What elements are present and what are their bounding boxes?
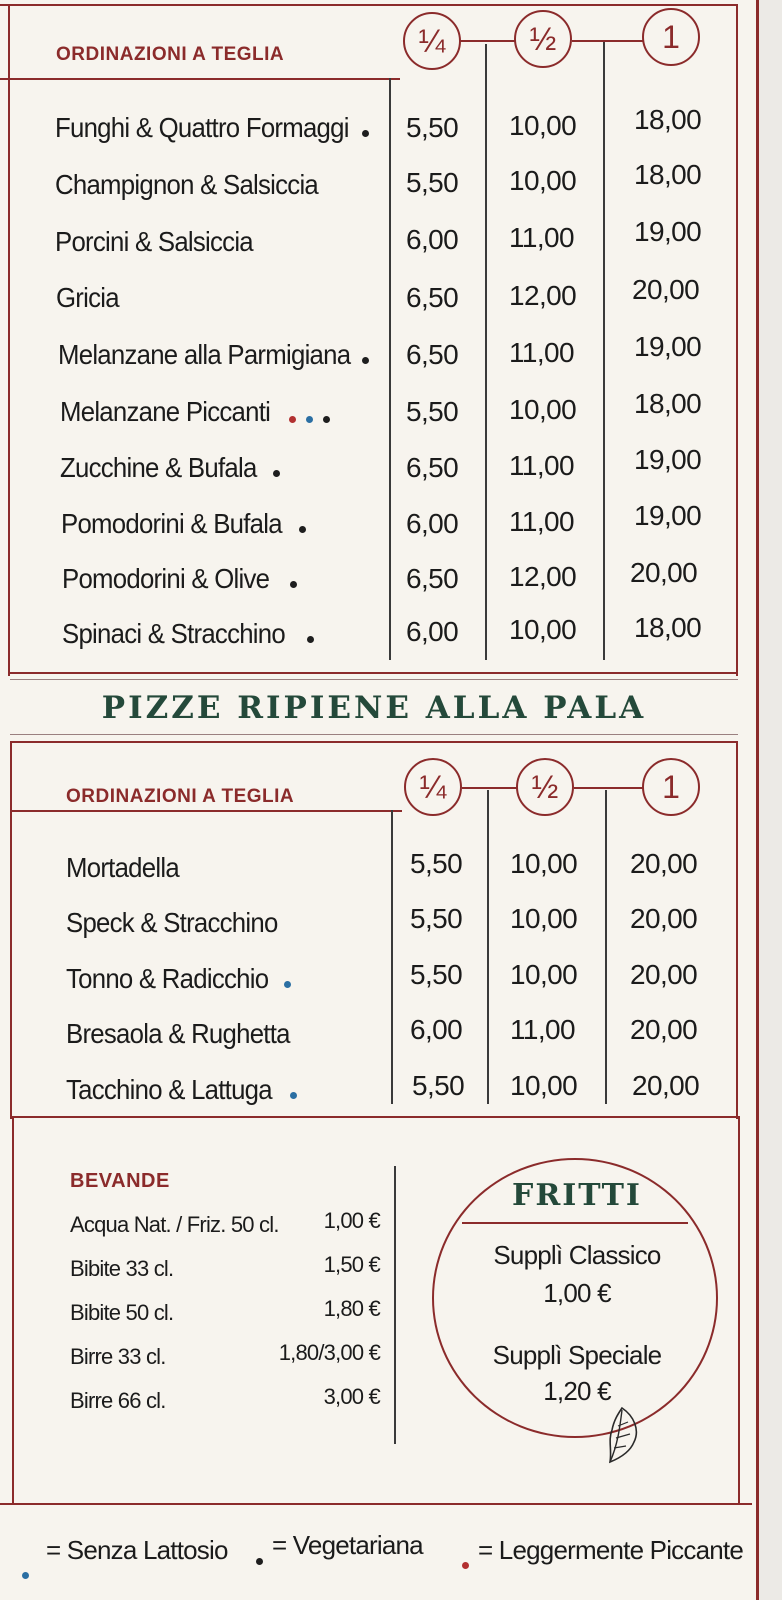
menu-row <box>0 157 782 213</box>
item-name: Speck & Stracchino <box>66 907 278 938</box>
menu-row <box>0 440 782 496</box>
vegetarian-dot-icon <box>307 636 314 643</box>
menu-row <box>0 1006 782 1062</box>
item-name: Pomodorini & Bufala <box>61 508 282 539</box>
item-name: Tonno & Radicchio <box>66 963 269 994</box>
size-quarter-badge: ¼ <box>403 12 461 70</box>
vegetarian-dot-icon <box>362 130 369 137</box>
item-name: Funghi & Quattro Formaggi <box>55 112 349 143</box>
price-quarter: 5,50 <box>406 167 459 198</box>
menu-row <box>0 327 782 383</box>
drink-row <box>70 1252 380 1296</box>
drink-price: 1,00 € <box>323 1208 380 1233</box>
drink-name: Acqua Nat. / Friz. 50 cl. <box>70 1212 279 1237</box>
section2-title: PIZZE RIPIENE ALLA PALA <box>101 690 647 726</box>
size-connector <box>574 787 644 789</box>
fritti-title: FRITTI <box>512 1178 642 1213</box>
price-half: 11,00 <box>510 1014 575 1045</box>
price-half: 10,00 <box>509 614 577 645</box>
price-whole: 20,00 <box>630 903 698 934</box>
fritti-item-price: 1,20 € <box>543 1376 611 1406</box>
menu-row <box>0 496 782 552</box>
vegetarian-dot-icon <box>256 1558 263 1565</box>
price-quarter: 6,00 <box>410 1014 463 1045</box>
price-quarter: 5,50 <box>412 1070 465 1101</box>
vegetarian-dot-icon <box>362 357 369 364</box>
price-half: 12,00 <box>509 280 577 311</box>
price-half: 11,00 <box>509 222 574 253</box>
item-name: Porcini & Salsiccia <box>55 226 253 257</box>
fritti-item-name: Supplì Classico <box>493 1240 661 1270</box>
section2-header-label: ORDINAZIONI A TEGLIA <box>66 786 295 807</box>
vegetarian-dot-icon <box>299 526 306 533</box>
size-connector <box>460 40 518 42</box>
item-name: Pomodorini & Olive <box>62 563 270 594</box>
section2-bottom-line <box>10 1116 738 1118</box>
price-half: 10,00 <box>510 848 578 879</box>
price-whole: 19,00 <box>634 444 702 475</box>
size-connector <box>462 787 518 789</box>
item-name: Tacchino & Lattuga <box>66 1074 272 1105</box>
price-quarter: 6,50 <box>406 339 459 370</box>
fritti-item-name: Supplì Speciale <box>492 1340 662 1370</box>
lactose-free-dot-icon <box>22 1572 29 1579</box>
price-quarter: 5,50 <box>410 959 463 990</box>
vegetarian-dot-icon <box>273 470 280 477</box>
price-whole: 19,00 <box>634 500 702 531</box>
menu-row <box>0 1062 782 1118</box>
drink-name: Bibite 50 cl. <box>70 1300 174 1325</box>
item-name: Mortadella <box>66 852 179 883</box>
size-half-badge: ½ <box>516 758 574 816</box>
drink-row <box>70 1340 380 1384</box>
price-half: 11,00 <box>509 337 574 368</box>
lactose-free-dot-icon <box>306 416 313 423</box>
price-quarter: 6,50 <box>406 282 459 313</box>
price-quarter: 6,00 <box>406 616 459 647</box>
bevande-title: BEVANDE <box>70 1170 170 1192</box>
band-bottom-line <box>10 734 738 735</box>
spicy-dot-icon <box>462 1562 469 1569</box>
drink-name: Bibite 33 cl. <box>70 1256 174 1281</box>
price-whole: 18,00 <box>634 104 702 135</box>
price-whole: 20,00 <box>632 274 700 305</box>
drink-price: 3,00 € <box>323 1384 380 1409</box>
price-whole: 20,00 <box>630 1014 698 1045</box>
item-name: Bresaola & Rughetta <box>66 1018 290 1049</box>
drink-row <box>70 1384 380 1428</box>
menu-row <box>0 214 782 270</box>
price-half: 10,00 <box>510 959 578 990</box>
price-whole: 19,00 <box>634 331 702 362</box>
leaf-icon <box>600 1404 646 1466</box>
price-whole: 20,00 <box>630 557 698 588</box>
legend-spicy: = Leggermente Piccante <box>478 1535 743 1565</box>
vegetarian-dot-icon <box>323 416 330 423</box>
size-quarter-badge: ¼ <box>404 758 462 816</box>
section1-header-label: ORDINAZIONI A TEGLIA <box>56 44 285 65</box>
bevande-divider <box>394 1166 396 1444</box>
price-quarter: 5,50 <box>406 112 459 143</box>
menu-row <box>0 384 782 440</box>
menu-row <box>0 270 782 326</box>
vegetarian-dot-icon <box>290 581 297 588</box>
price-half: 10,00 <box>510 903 578 934</box>
drink-price: 1,80/3,00 € <box>278 1340 380 1365</box>
section3-left-line <box>12 1116 14 1504</box>
section1-top-line <box>0 4 738 6</box>
legend-lactose-free: = Senza Lattosio <box>46 1535 228 1565</box>
size-whole-badge: 1 <box>642 758 700 816</box>
section3-right-line <box>738 1116 740 1504</box>
section2-header-underline <box>10 810 402 812</box>
menu-row <box>0 100 782 156</box>
fritti-item-price: 1,00 € <box>543 1278 611 1308</box>
item-name: Zucchine & Bufala <box>60 452 257 483</box>
band-bottom-line-outer <box>10 741 738 743</box>
fritti-divider <box>462 1222 688 1224</box>
drink-price: 1,50 € <box>323 1252 380 1277</box>
lactose-free-dot-icon <box>284 981 291 988</box>
spicy-dot-icon <box>289 416 296 423</box>
section1-header-underline <box>0 78 400 80</box>
price-whole: 20,00 <box>630 848 698 879</box>
item-name: Spinaci & Stracchino <box>62 618 285 649</box>
price-whole: 20,00 <box>630 959 698 990</box>
price-quarter: 5,50 <box>406 396 459 427</box>
size-half-badge: ½ <box>514 10 572 68</box>
menu-row <box>0 895 782 951</box>
legend-top-line <box>0 1503 752 1505</box>
size-whole-badge: 1 <box>642 8 700 66</box>
price-half: 11,00 <box>509 506 574 537</box>
item-name: Melanzane alla Parmigiana <box>58 339 351 370</box>
band-top-line <box>8 672 738 674</box>
legend-vegetarian: = Vegetariana <box>272 1530 423 1560</box>
price-half: 10,00 <box>509 165 577 196</box>
price-whole: 18,00 <box>634 159 702 190</box>
price-half: 10,00 <box>509 110 577 141</box>
price-half: 10,00 <box>509 394 577 425</box>
lactose-free-dot-icon <box>290 1092 297 1099</box>
price-quarter: 5,50 <box>410 848 463 879</box>
price-quarter: 6,50 <box>406 563 459 594</box>
price-half: 11,00 <box>509 450 574 481</box>
price-quarter: 6,00 <box>406 224 459 255</box>
item-name: Champignon & Salsiccia <box>55 169 319 200</box>
price-quarter: 6,00 <box>406 508 459 539</box>
drink-row <box>70 1296 380 1340</box>
drink-name: Birre 66 cl. <box>70 1388 166 1413</box>
drink-row <box>70 1208 380 1252</box>
drink-name: Birre 33 cl. <box>70 1344 166 1369</box>
menu-row <box>0 840 782 896</box>
drink-price: 1,80 € <box>323 1296 380 1321</box>
price-whole: 18,00 <box>634 388 702 419</box>
size-connector <box>572 40 644 42</box>
price-half: 12,00 <box>509 561 577 592</box>
menu-row <box>0 606 782 662</box>
price-quarter: 5,50 <box>410 903 463 934</box>
menu-row <box>0 951 782 1007</box>
price-half: 10,00 <box>510 1070 578 1101</box>
fritti-badge <box>432 1158 718 1438</box>
menu-row <box>0 551 782 607</box>
price-quarter: 6,50 <box>406 452 459 483</box>
price-whole: 19,00 <box>634 216 702 247</box>
price-whole: 20,00 <box>632 1070 700 1101</box>
item-name: Melanzane Piccanti <box>60 396 271 427</box>
price-whole: 18,00 <box>634 612 702 643</box>
item-name: Gricia <box>56 282 119 313</box>
